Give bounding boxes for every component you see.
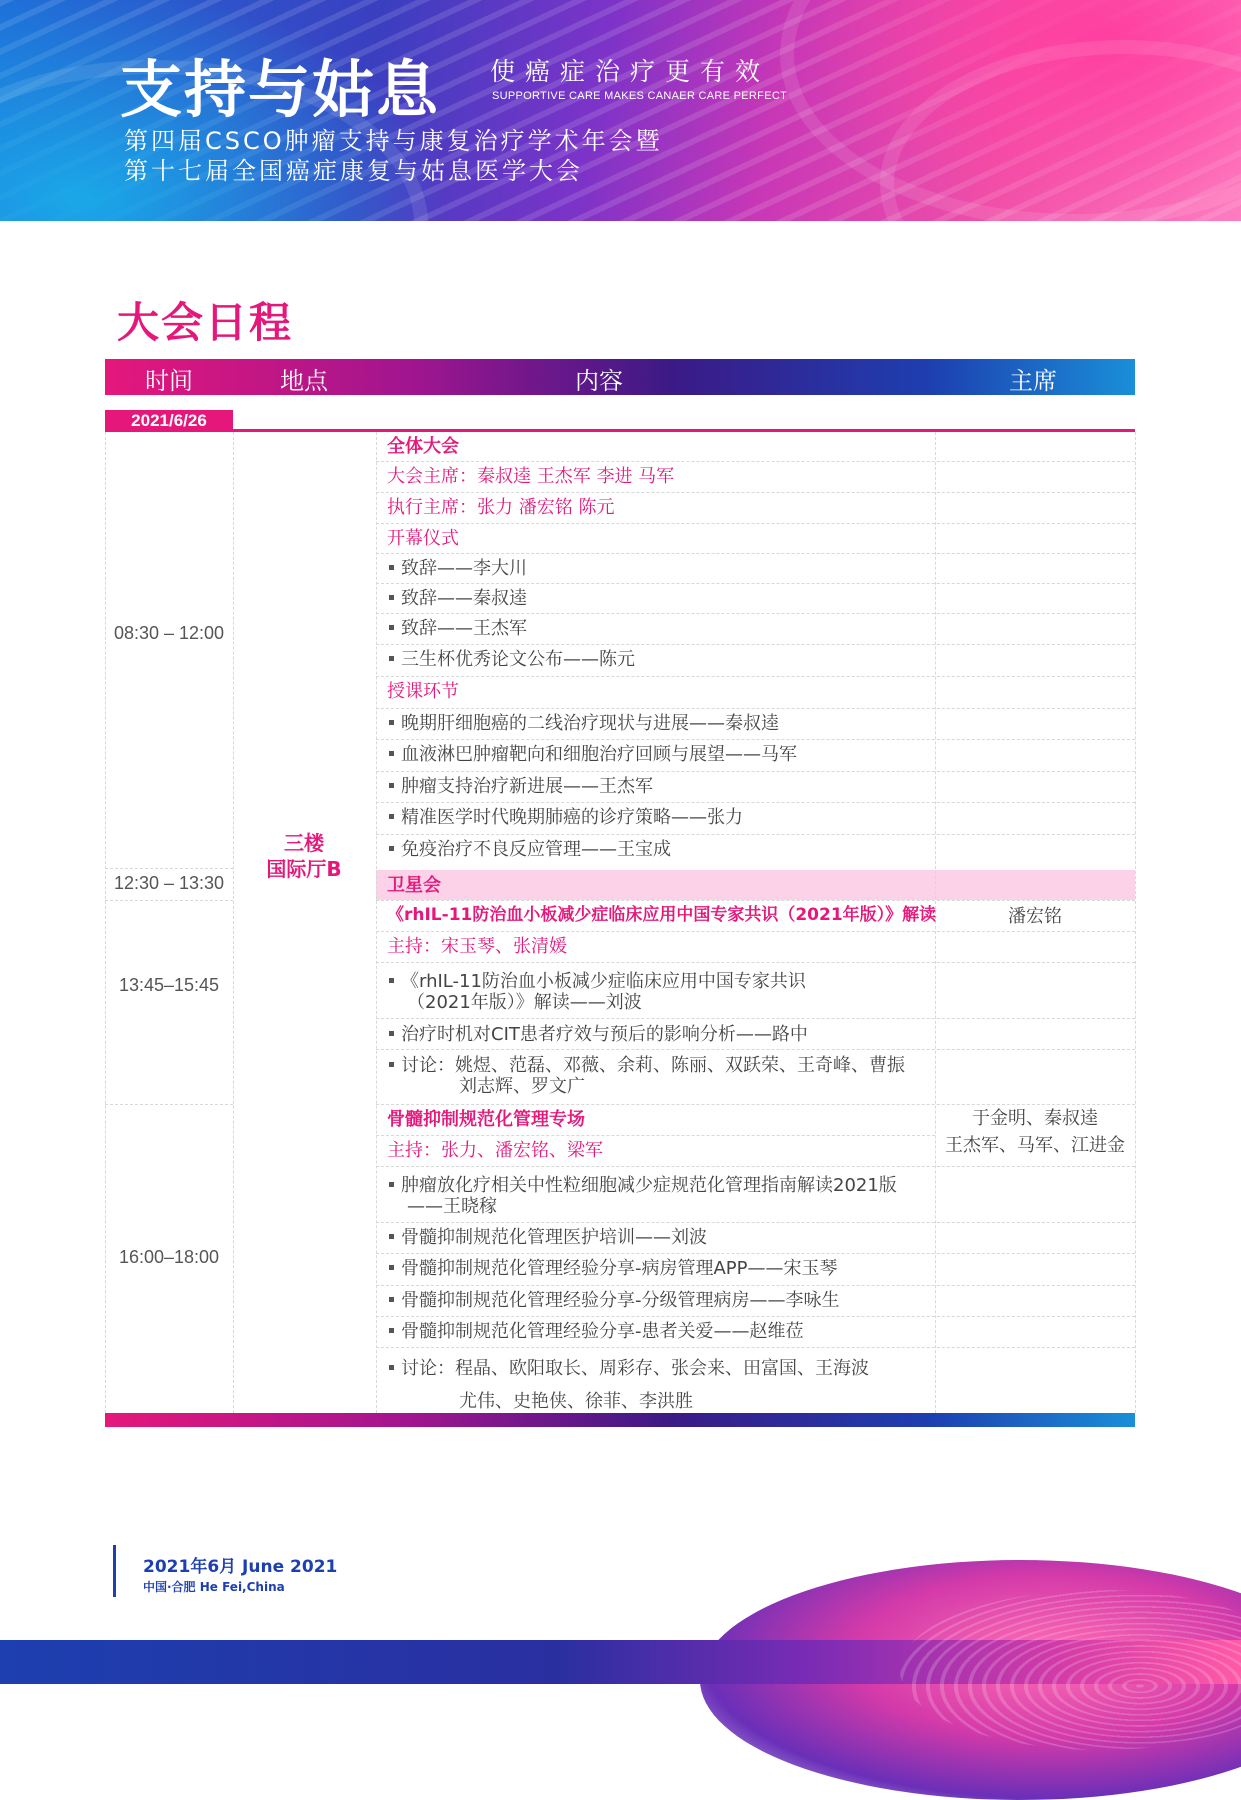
table-header [105,359,1135,395]
date-tab: 2021/6/26 [105,410,233,432]
time-slot: 12:30 – 13:30 [113,873,225,893]
grid-line [376,1049,1135,1050]
grid-line [376,523,1135,524]
grid-line [105,900,233,901]
section-title: 授课环节 [387,681,459,702]
venue-floor: 三楼 [284,831,324,855]
banner-slogan: 使癌症治疗更有效 [490,57,771,86]
grid-line [376,1135,935,1136]
footer-accent-bar [113,1545,116,1597]
satellite-band [376,870,1135,900]
session-hosts: 主持：宋玉琴、张清媛 [387,936,567,957]
grid-line [376,432,377,1413]
list-item: 致辞——王杰军 [387,618,527,639]
list-item: 肿瘤支持治疗新进展——王杰军 [387,776,653,797]
grid-line [376,492,1135,493]
list-item: 讨论：程晶、欧阳取长、周彩存、张会来、田富国、王海波 尤伟、史艳侠、徐菲、李洪胜 [387,1352,869,1418]
conference-name-2: 第十七届全国癌症康复与姑息医学大会 [124,157,583,185]
footer-date: 2021年6月 June 2021 [143,1557,338,1577]
grid-line [376,739,1135,740]
date-divider [233,429,1135,432]
list-item: 骨髓抑制规范化管理经验分享-患者关爱——赵维莅 [387,1321,804,1342]
list-item: 三生杯优秀论文公布——陈元 [387,649,635,670]
list-item: 精准医学时代晚期肺癌的诊疗策略——张力 [387,807,743,828]
list-item: 《rhIL-11防治血小板减少症临床应用中国专家共识 （2021年版）》解读——刘波 [387,971,806,1013]
chair-cell: 潘宏铭 [1008,906,1062,927]
venue-cell [233,830,375,882]
grid-line [376,900,1135,901]
grid-line [105,1104,233,1105]
grid-line [376,461,1135,462]
list-item: 骨髓抑制规范化管理医护培训——刘波 [387,1227,707,1248]
list-item: 血液淋巴肿瘤靶向和细胞治疗回顾与展望——马军 [387,744,797,765]
grid-line [376,676,1135,677]
list-item: 致辞——李大川 [387,558,527,579]
list-item: 免疫治疗不良反应管理——王宝成 [387,839,671,860]
time-slot: 16:00–18:00 [118,1247,220,1267]
header-venue: 地点 [280,367,328,395]
grid-line [376,771,1135,772]
table-bottom-bar [105,1413,1135,1427]
grid-line [1135,432,1136,1413]
grid-line [376,834,1135,835]
venue-hall: 国际厅B [266,857,342,881]
list-item: 致辞——秦叔逵 [387,588,527,609]
grid-line [376,1018,1135,1019]
chair-cell [935,1105,1135,1159]
chair-line: 王杰军、马军、江进金 [945,1135,1125,1156]
grid-line [233,432,234,1413]
grid-line [376,613,1135,614]
time-slot: 08:30 – 12:00 [113,623,225,643]
grid-line [376,1222,1135,1223]
list-item: 骨髓抑制规范化管理经验分享-分级管理病房——李咏生 [387,1290,840,1311]
conference-name-1: 第四届CSCO肿瘤支持与康复治疗学术年会暨 [124,127,663,155]
chair-line: 于金明、秦叔逵 [972,1108,1098,1129]
session-hosts: 主持：张力、潘宏铭、梁军 [387,1140,603,1161]
grid-line [376,802,1135,803]
time-slot: 13:45–15:45 [118,975,220,995]
footer-place: 中国·合肥 He Fei,China [143,1580,285,1594]
list-item: 肿瘤放化疗相关中性粒细胞减少症规范化管理指南解读2021版 ——王晓稼 [387,1175,897,1217]
list-item: 骨髓抑制规范化管理经验分享-病房管理APP——宋玉琴 [387,1258,838,1279]
session-title: 《rhIL-11防治血小板减少症临床应用中国专家共识（2021年版）》解读 [387,905,937,925]
header-content: 内容 [575,367,623,395]
list-item: 讨论：姚煜、范磊、邓薇、余莉、陈丽、双跃荣、王奇峰、曹振 刘志辉、罗文广 [387,1055,905,1097]
session-exec-chairs: 执行主席：张力 潘宏铭 陈元 [387,497,615,518]
grid-line [376,1285,1135,1286]
header-banner [0,0,1241,221]
grid-line [376,931,1135,932]
grid-line [376,1253,1135,1254]
header-time: 时间 [145,367,193,395]
list-item: 晚期肝细胞癌的二线治疗现状与进展——秦叔逵 [387,713,779,734]
list-item: 治疗时机对CIT患者疗效与预后的影响分析——路中 [387,1024,808,1045]
grid-line [105,868,233,869]
grid-line [376,583,1135,584]
grid-line [376,708,1135,709]
section-title: 开幕仪式 [387,528,459,549]
grid-line [376,962,1135,963]
banner-slogan-en: SUPPORTIVE CARE MAKES CANAER CARE PERFECT [492,90,788,102]
banner-title: 支持与姑息 [120,53,441,126]
grid-line [376,1316,1135,1317]
grid-line [376,1166,1135,1167]
header-chair: 主席 [1009,367,1057,395]
grid-line [376,1347,1135,1348]
page-title: 大会日程 [117,298,294,347]
grid-line [376,553,1135,554]
session-title: 卫星会 [387,875,441,896]
session-title: 骨髓抑制规范化管理专场 [387,1109,585,1130]
grid-line [376,644,1135,645]
session-title: 全体大会 [387,436,459,457]
session-chairs: 大会主席：秦叔逵 王杰军 李进 马军 [387,466,675,487]
